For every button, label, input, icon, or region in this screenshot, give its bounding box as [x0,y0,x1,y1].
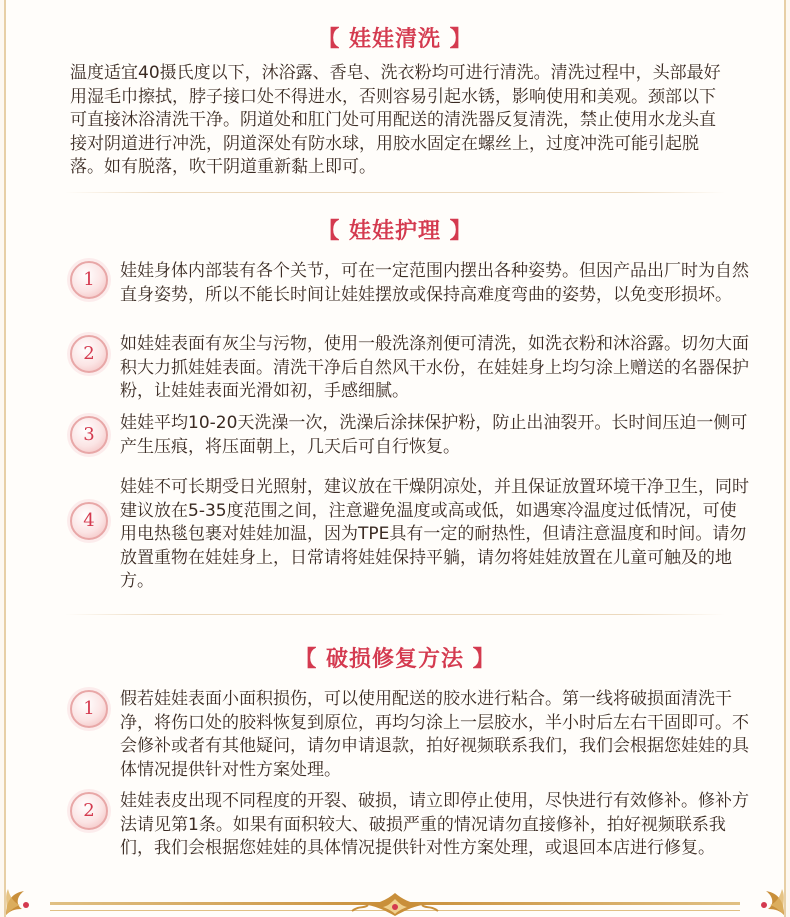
washing-paragraph: 温度适宜40摄氏度以下，沐浴露、香皂、洗衣粉均可进行清洗。清洗过程中，头部最好用湿毛巾擦拭，脖子接口处不得进水，否则容易引起水锈，影响使用和美观。颈部以下可直接沐浴清洗干净。阴道处和肛门处可用配送的清洗器反复清洗，禁止使用水龙头直接对阴道进行冲洗，阴道深处有防水球，用胶水固定在螺丝上，过度冲洗可能引起脱落。如有脱落，吹干阴道重新黏上即可。 [70,63,721,177]
repair-item-text: 假若娃娃表面小面积损伤，可以使用配送的胶水进行粘合。第一线将破损面清洗干净，将伤口处的胶料恢复到原位，再均匀涂上一层胶水，半小时后左右干固即可。不会修补或者有其他疑问，请勿申请退款，拍好视频联系我们，我们会根据您娃娃的具体情况提供针对性方案处理。 [120,689,749,780]
number-circle-icon: 3 [70,416,108,454]
section-title-care: 【 娃娃护理 】 [317,219,473,244]
number-circle-icon: 1 [70,690,108,728]
care-item-text: 如娃娃表面有灰尘与污物，使用一般洗涤剂便可清洗，如洗衣粉和沐浴露。切勿大面积大力抓娃娃表面。清洗干净后自然风干水份，在娃娃身上均匀涂上赠送的名器保护粉，让娃娃表面光滑如初，手感细腻。 [120,334,749,401]
care-item-text: 娃娃身体内部装有各个关节，可在一定范围内摆出各种姿势。但因产品出厂时为自然直身姿势，所以不能长时间让娃娃摆放或保持高难度弯曲的姿势，以免变形损坏。 [120,261,749,305]
section-title-washing: 【 娃娃清洗 】 [317,27,473,52]
number-circle-icon: 2 [70,335,108,373]
corner-ornament-icon [742,871,788,917]
divider [65,614,725,615]
center-ornament-icon [350,889,440,917]
number-circle-icon: 1 [70,261,108,299]
section-title-repair: 【 破损修复方法 】 [294,647,496,672]
repair-item-text: 娃娃表皮出现不同程度的开裂、破损，请立即停止使用，尽快进行有效修补。修补方法请见第1条。如果有面积较大、破损严重的情况请勿直接修补，拍好视频联系我们，我们会根据您娃娃的具体情况提供针对性方案处理，或退回本店进行修复。 [120,791,749,858]
care-item-text: 娃娃平均10-20天洗澡一次，洗澡后涂抹保护粉，防止出油裂开。长时间压迫一侧可产生压痕，将压面朝上，几天后可自行恢复。 [120,413,748,457]
number-circle-icon: 4 [70,502,108,540]
corner-ornament-icon [2,871,48,917]
number-circle-icon: 2 [70,792,108,830]
divider [65,192,725,193]
care-item-text: 娃娃不可长期受日光照射，建议放在干燥阴凉处，并且保证放置环境干净卫生，同时建议放在5-35度范围之间，注意避免温度或高或低，如遇寒冷温度过低情况，可使用电热毯包裹对娃娃加温，因为TPE具有一定的耐热性，但请注意温度和时间。请勿放置重物在娃娃身上，日常请将娃娃保持平躺，请勿将娃娃放置在儿童可触及的地方。 [120,477,749,591]
